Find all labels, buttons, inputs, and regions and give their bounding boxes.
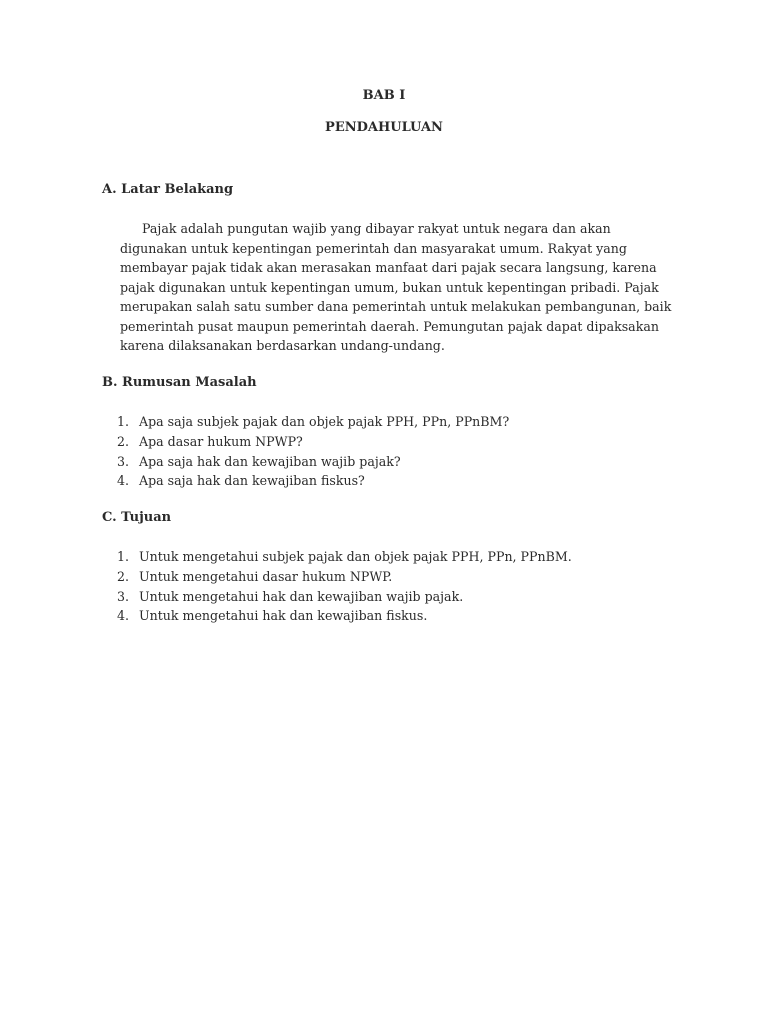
list-item-text: Untuk mengetahui hak dan kewajiban wajib pajak. — [139, 588, 464, 604]
list-item-number: 2. — [117, 433, 130, 449]
section-heading-tujuan: C. Tujuan — [102, 510, 172, 525]
list-item — [117, 567, 572, 587]
section-heading-rumusan-masalah: B. Rumusan Masalah — [102, 375, 257, 390]
list-item-number: 3. — [117, 453, 130, 469]
list-item — [117, 452, 509, 472]
list-item-number: 1. — [117, 414, 130, 429]
list-item — [117, 606, 572, 626]
list-item-text: Untuk mengetahui dasar hukum NPWP. — [139, 568, 393, 584]
list-item — [117, 547, 572, 567]
list-item — [117, 432, 509, 452]
section-heading-latar-belakang: A. Latar Belakang — [102, 182, 234, 197]
list-rumusan-masalah — [117, 412, 509, 491]
list-item-text: Apa dasar hukum NPWP? — [139, 433, 303, 449]
chapter-number: BAB I — [362, 88, 406, 103]
list-item-text: Apa saja hak dan kewajiban fiskus? — [139, 473, 365, 489]
list-item-number: 4. — [117, 473, 130, 489]
list-item-text: Untuk mengetahui subjek pajak dan objek pajak PPH, PPn, PPnBM. — [139, 549, 572, 564]
list-item — [117, 412, 509, 432]
list-item-text: Apa saja subjek pajak dan objek pajak PPH, PPn, PPnBM? — [139, 414, 510, 429]
list-item-number: 3. — [117, 588, 130, 604]
list-item-text: Apa saja hak dan kewajiban wajib pajak? — [139, 453, 401, 469]
list-item-number: 2. — [117, 568, 130, 584]
list-item-number: 1. — [117, 549, 130, 564]
list-tujuan — [117, 547, 572, 626]
list-item-number: 4. — [117, 608, 130, 624]
paragraph-latar-belakang: Pajak adalah pungutan wajib yang dibayar rakyat untuk negara dan akan digunakan untuk kepentingan pemerintah dan masyarakat umum. Rakyat yang membayar pajak tidak akan merasakan manfaat dari pajak secara langsung, karena pajak digunakan untuk kepentingan umum, bukan untuk kepentingan pribadi. Pajak merupakan salah satu sumber dana pemerintah untuk melakukan pembangunan, baik pemerintah pusat maupun pemerintah daerah. Pemungutan pajak dapat dipaksakan karena dilaksanakan berdasarkan undang-undang. — [120, 221, 672, 353]
list-item-text: Untuk mengetahui hak dan kewajiban fiskus. — [139, 608, 428, 624]
list-item — [117, 471, 509, 491]
chapter-title: PENDAHULUAN — [325, 120, 443, 135]
list-item — [117, 587, 572, 607]
